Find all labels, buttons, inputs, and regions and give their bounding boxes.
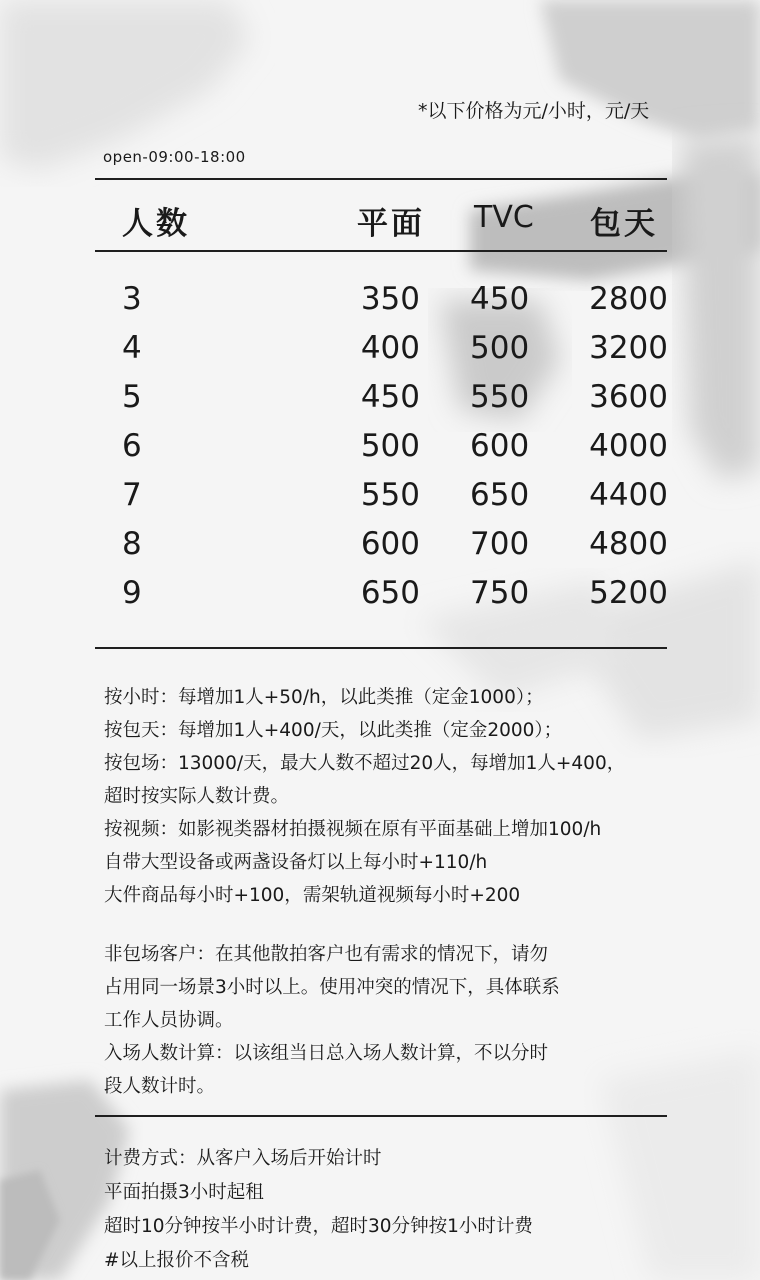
billing-terms bbox=[104, 1142, 533, 1278]
table-row bbox=[0, 281, 760, 325]
header-people: 人数 bbox=[122, 206, 190, 242]
customer-notice bbox=[104, 938, 560, 1103]
cell-flat: 400 bbox=[360, 330, 420, 366]
cell-flat: 650 bbox=[360, 575, 420, 611]
cell-flat: 500 bbox=[360, 428, 420, 464]
rule-line: 按视频：如影视类器材拍摄视频在原有平面基础上增加100/h bbox=[104, 819, 602, 840]
billing-line: #以上报价不含税 bbox=[104, 1250, 250, 1271]
cell-flat: 450 bbox=[360, 379, 420, 415]
divider bbox=[95, 1115, 667, 1117]
cell-tvc: 650 bbox=[470, 477, 530, 513]
billing-line: 超时10分钟按半小时计费，超时30分钟按1小时计费 bbox=[104, 1216, 533, 1237]
divider bbox=[95, 647, 667, 649]
rule-line: 按小时：每增加1人+50/h，以此类推（定金1000）； bbox=[104, 687, 544, 708]
cell-people: 9 bbox=[122, 575, 142, 611]
notice-line: 非包场客户：在其他散拍客户也有需求的情况下，请勿 bbox=[104, 944, 549, 965]
cell-day: 2800 bbox=[589, 281, 668, 317]
unit-note: *以下价格为元/小时，元/天 bbox=[418, 100, 650, 122]
header-flat: 平面 bbox=[357, 206, 425, 242]
cell-people: 7 bbox=[122, 477, 142, 513]
cell-day: 4400 bbox=[589, 477, 668, 513]
notice-line: 工作人员协调。 bbox=[104, 1010, 234, 1031]
table-row bbox=[0, 575, 760, 619]
rule-line: 自带大型设备或两盏设备灯以上每小时+110/h bbox=[104, 852, 488, 873]
cell-tvc: 750 bbox=[470, 575, 530, 611]
cell-tvc: 550 bbox=[470, 379, 530, 415]
cell-day: 3600 bbox=[589, 379, 668, 415]
cell-flat: 600 bbox=[360, 526, 420, 562]
cell-day: 4800 bbox=[589, 526, 668, 562]
table-row bbox=[0, 379, 760, 423]
rule-line: 按包场：13000/天，最大人数不超过20人，每增加1人+400， bbox=[104, 753, 626, 774]
header-day: 包天 bbox=[590, 206, 658, 242]
open-hours: open-09:00-18:00 bbox=[103, 148, 246, 166]
pricing-rules bbox=[104, 681, 625, 912]
header-tvc: TVC bbox=[474, 200, 534, 235]
cell-tvc: 600 bbox=[470, 428, 530, 464]
billing-line: 平面拍摄3小时起租 bbox=[104, 1182, 264, 1203]
cell-tvc: 500 bbox=[470, 330, 530, 366]
notice-line: 占用同一场景3小时以上。使用冲突的情况下，具体联系 bbox=[104, 977, 560, 998]
cell-flat: 550 bbox=[360, 477, 420, 513]
cell-people: 5 bbox=[122, 379, 142, 415]
cell-tvc: 700 bbox=[470, 526, 530, 562]
cell-day: 4000 bbox=[589, 428, 668, 464]
divider bbox=[95, 250, 667, 252]
cell-people: 6 bbox=[122, 428, 142, 464]
table-row bbox=[0, 428, 760, 472]
cell-flat: 350 bbox=[360, 281, 420, 317]
rule-line: 超时按实际人数计费。 bbox=[104, 786, 290, 807]
notice-line: 入场人数计算：以该组当日总入场人数计算，不以分时 bbox=[104, 1043, 549, 1064]
cell-day: 5200 bbox=[589, 575, 668, 611]
rule-line: 按包天：每增加1人+400/天，以此类推（定金2000）； bbox=[104, 720, 563, 741]
table-row bbox=[0, 330, 760, 374]
cell-day: 3200 bbox=[589, 330, 668, 366]
cell-people: 4 bbox=[122, 330, 142, 366]
billing-line: 计费方式：从客户入场后开始计时 bbox=[104, 1148, 382, 1169]
divider bbox=[95, 178, 667, 180]
cell-people: 3 bbox=[122, 281, 142, 317]
table-row bbox=[0, 526, 760, 570]
notice-line: 段人数计时。 bbox=[104, 1076, 216, 1097]
cell-tvc: 450 bbox=[470, 281, 530, 317]
rule-line: 大件商品每小时+100，需架轨道视频每小时+200 bbox=[104, 885, 521, 906]
table-row bbox=[0, 477, 760, 521]
cell-people: 8 bbox=[122, 526, 142, 562]
